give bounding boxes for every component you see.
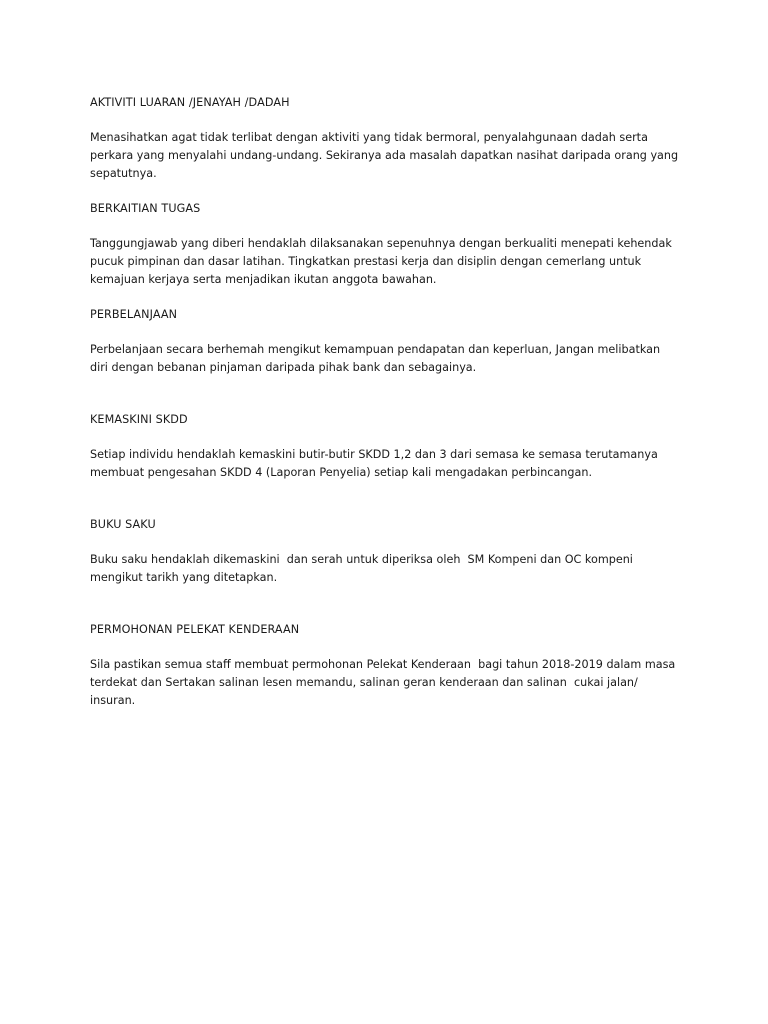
section-paragraph (90, 446, 690, 482)
paragraph-line: terdekat dan Sertakan salinan lesen memandu, salinan geran kenderaan dan salinan cukai jalan/ (90, 676, 638, 689)
paragraph-line: kemajuan kerjaya serta menjadikan ikutan anggota bawahan. (90, 273, 437, 286)
section-paragraph (90, 129, 690, 183)
paragraph-line: diri dengan bebanan pinjaman daripada pihak bank dan sebagainya. (90, 361, 477, 374)
section-aktiviti-luaran (90, 94, 690, 183)
paragraph-line: mengikut tarikh yang ditetapkan. (90, 571, 278, 584)
paragraph-line: insuran. (90, 694, 136, 707)
paragraph-line: Tanggungjawab yang diberi hendaklah dilaksanakan sepenuhnya dengan berkualiti menepati kehendak (90, 237, 672, 250)
section-paragraph (90, 341, 690, 377)
section-heading: KEMASKINI SKDD (90, 413, 188, 426)
section-heading: BUKU SAKU (90, 518, 156, 531)
section-heading: PERMOHONAN PELEKAT KENDERAAN (90, 623, 300, 636)
section-paragraph (90, 656, 690, 710)
section-perbelanjaan (90, 306, 690, 377)
section-kemaskini-skdd (90, 411, 690, 482)
paragraph-line: sepatutnya. (90, 167, 157, 180)
paragraph-line: Buku saku hendaklah dikemaskini dan serah untuk diperiksa oleh SM Kompeni dan OC kompeni (90, 553, 633, 566)
section-permohonan-pelekat (90, 621, 690, 710)
section-heading: BERKAITIAN TUGAS (90, 202, 201, 215)
document-body (90, 94, 690, 727)
section-heading: AKTIVITI LUARAN /JENAYAH /DADAH (90, 96, 290, 109)
paragraph-line: perkara yang menyalahi undang-undang. Sekiranya ada masalah dapatkan nasihat daripada orang yang (90, 149, 679, 162)
section-paragraph (90, 551, 690, 587)
paragraph-line: Setiap individu hendaklah kemaskini butir-butir SKDD 1,2 dan 3 dari semasa ke semasa terutamanya (90, 448, 658, 461)
paragraph-line: Menasihatkan agat tidak terlibat dengan aktiviti yang tidak bermoral, penyalahgunaan dadah serta (90, 131, 648, 144)
paragraph-line: Perbelanjaan secara berhemah mengikut kemampuan pendapatan dan keperluan, Jangan melibatkan (90, 343, 661, 356)
paragraph-line: pucuk pimpinan dan dasar latihan. Tingkatkan prestasi kerja dan disiplin dengan cemerlang untuk (90, 255, 642, 268)
paragraph-line: membuat pengesahan SKDD 4 (Laporan Penyelia) setiap kali mengadakan perbincangan. (90, 466, 593, 479)
section-berkaitian-tugas (90, 200, 690, 289)
paragraph-line: Sila pastikan semua staff membuat permohonan Pelekat Kenderaan bagi tahun 2018-2019 dalam masa (90, 658, 676, 671)
section-heading: PERBELANJAAN (90, 308, 178, 321)
section-buku-saku (90, 516, 690, 587)
section-paragraph (90, 235, 690, 289)
